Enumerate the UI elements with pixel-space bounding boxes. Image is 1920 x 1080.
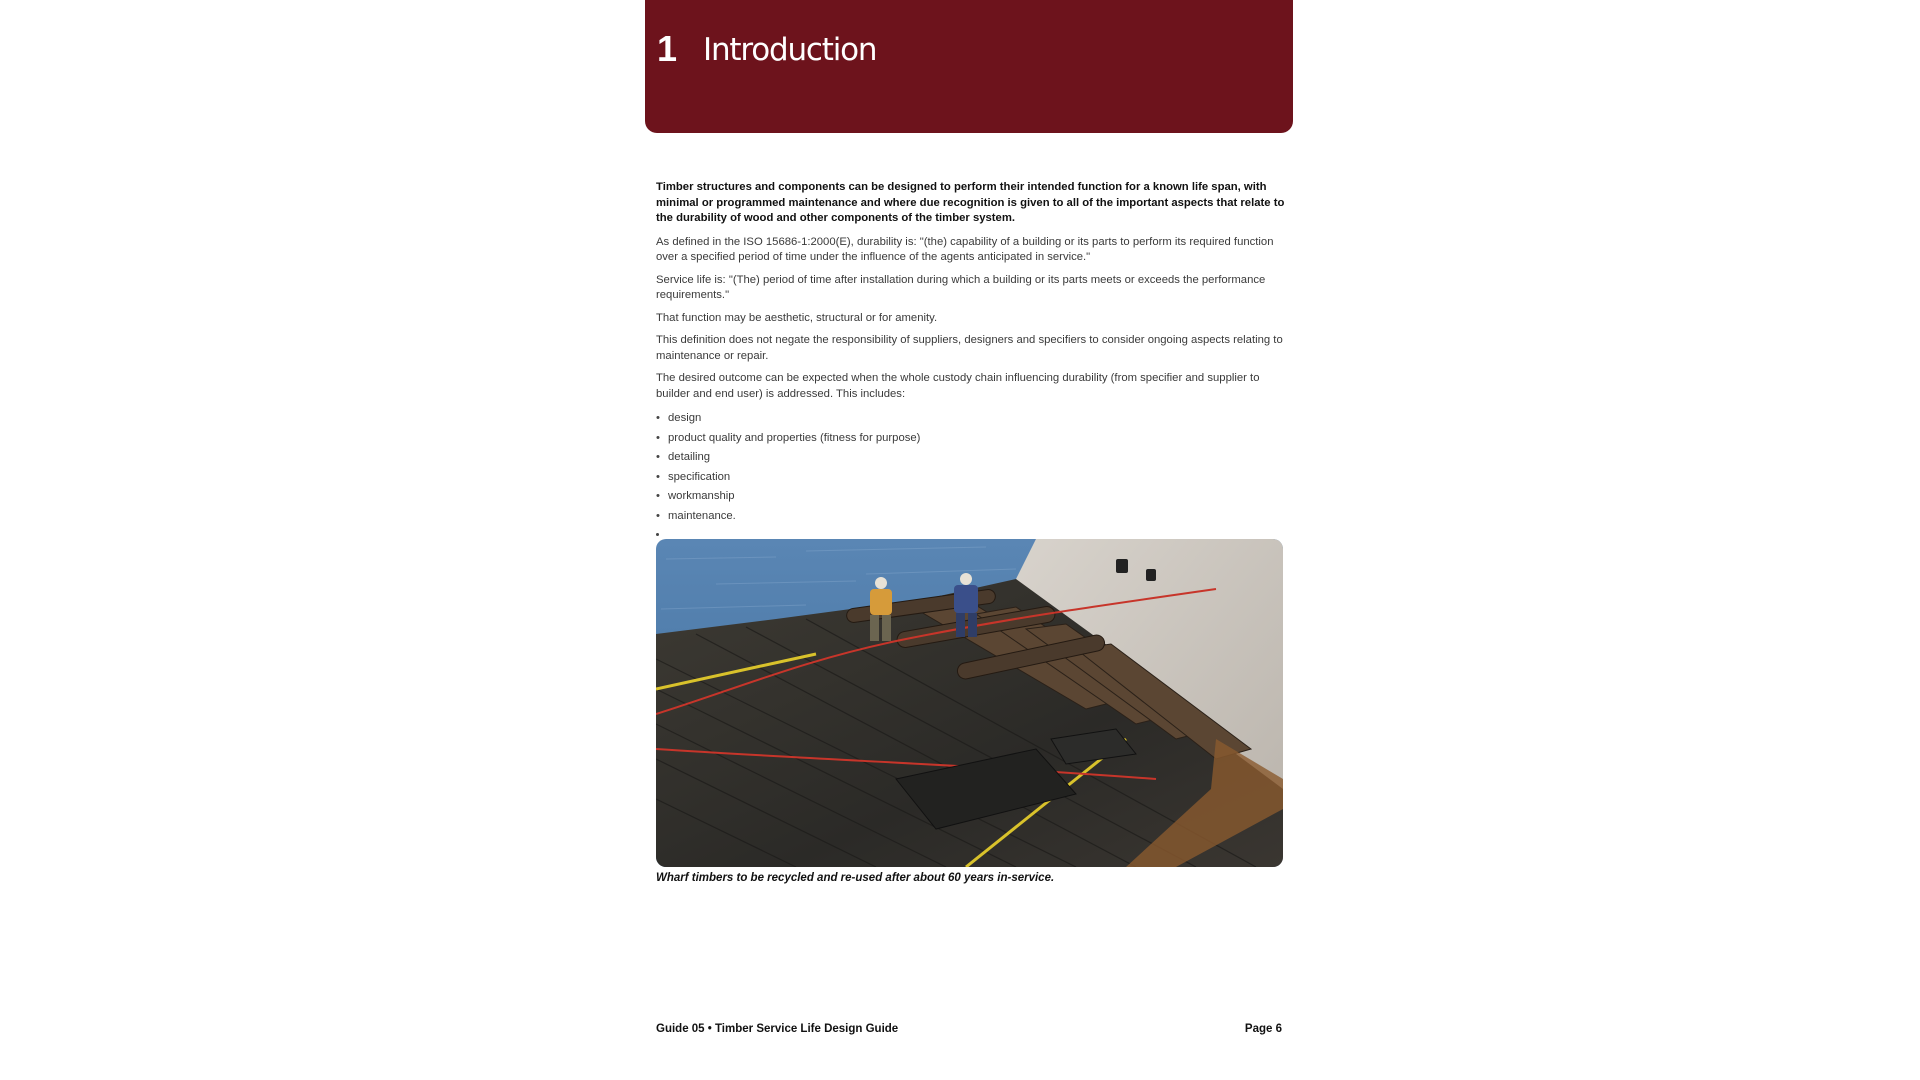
- paragraph-function: That function may be aesthetic, structural or for amenity.: [656, 311, 938, 324]
- list-item: • design: [656, 409, 1286, 429]
- body-text: [656, 180, 1286, 526]
- list-item: • maintenance.: [656, 507, 1286, 527]
- footer-page-number: Page 6: [1244, 1023, 1282, 1035]
- list-item: • workmanship: [656, 487, 1286, 507]
- list-item: • detailing: [656, 448, 1286, 468]
- includes-list: [656, 409, 1286, 526]
- paragraph-responsibility: This definition does not negate the responsibility of suppliers, designers and specifiers to consider ongoing aspects relating to maintenance or repair.: [656, 334, 1283, 362]
- paragraph-custody-chain: The desired outcome can be expected when the whole custody chain influencing durability (from specifier and supplier to builder and end user) is addressed. This includes:: [656, 372, 1260, 400]
- wharf-photo: [656, 539, 1283, 867]
- document-page: [645, 0, 1293, 1080]
- chapter-title: Introduction: [703, 32, 877, 68]
- chapter-header-band: [645, 0, 1293, 133]
- footer-guide-title: Guide 05 • Timber Service Life Design Guide: [656, 1023, 899, 1035]
- chapter-number: 1: [657, 28, 677, 69]
- paragraph-durability-definition: As defined in the ISO 15686-1:2000(E), durability is: "(the) capability of a building or its parts to perform its required function over a specified period of time under the influence of the agents anticipated in service.": [656, 235, 1274, 263]
- list-item: • specification: [656, 468, 1286, 488]
- list-item: • product quality and properties (fitness for purpose): [656, 429, 1286, 449]
- paragraph-service-life: Service life is: "(The) period of time after installation during which a building or its parts meets or exceeds the performance requirements.": [656, 273, 1266, 301]
- bullet-dot: [656, 533, 659, 536]
- lead-paragraph: Timber structures and components can be designed to perform their intended function for a known life span, with minimal or programmed maintenance and where due recognition is given to all of the important aspects that relate to the durability of wood and other components of the timber system.: [656, 181, 1285, 224]
- figure-caption: Wharf timbers to be recycled and re-used after about 60 years in-service.: [656, 872, 1055, 884]
